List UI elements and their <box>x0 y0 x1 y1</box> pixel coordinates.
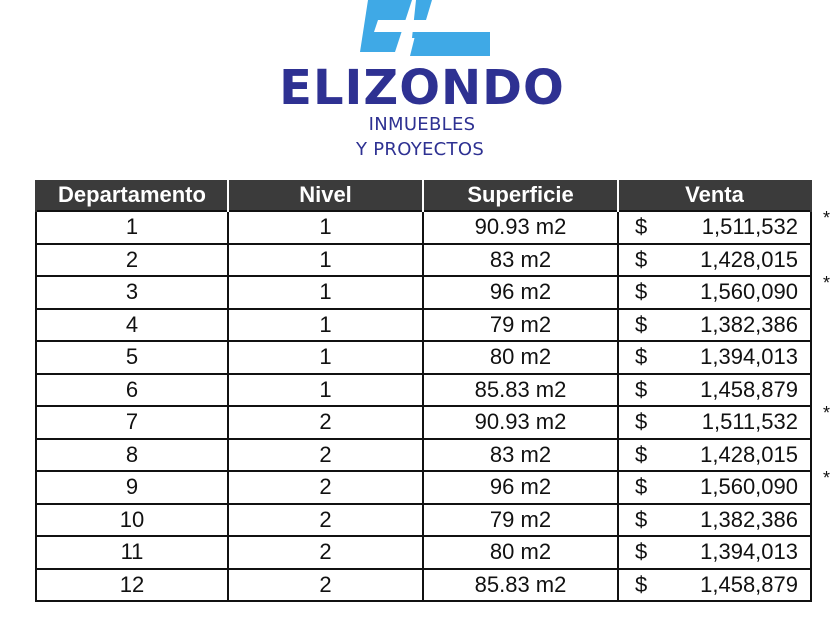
price-amount: 1,428,015 <box>700 246 798 272</box>
table-row <box>36 309 811 342</box>
cell-nivel: 1 <box>228 244 423 277</box>
table-row <box>36 276 811 309</box>
header-departamento: Departamento <box>36 180 228 211</box>
cell-nivel: 1 <box>228 276 423 309</box>
cell-nivel: 2 <box>228 406 423 439</box>
currency-symbol: $ <box>635 311 648 337</box>
price-amount: 1,511,532 <box>701 409 798 434</box>
currency-symbol: $ <box>635 539 648 564</box>
cell-superficie: 79 m2 <box>423 504 618 537</box>
cell-departamento: 10 <box>36 504 228 537</box>
cell-superficie: 96 m2 <box>423 471 618 504</box>
cell-departamento: 4 <box>36 309 228 342</box>
header-superficie: Superficie <box>423 180 618 211</box>
cell-nivel: 2 <box>228 536 423 569</box>
cell-venta <box>618 439 811 472</box>
cell-superficie: 80 m2 <box>423 341 618 374</box>
cell-nivel: 1 <box>228 211 423 244</box>
currency-symbol: $ <box>635 571 648 597</box>
cell-departamento: 1 <box>36 211 228 244</box>
cell-venta <box>618 208 830 244</box>
cell-departamento: 2 <box>36 244 228 277</box>
price-amount: 1,382,386 <box>700 506 798 532</box>
cell-venta <box>618 468 830 504</box>
price-amount: 1,560,090 <box>700 474 798 499</box>
cell-venta <box>618 244 811 277</box>
currency-symbol: $ <box>635 214 648 239</box>
table-row <box>36 341 811 374</box>
table-row <box>36 536 811 569</box>
cell-superficie: 80 m2 <box>423 536 618 569</box>
cell-venta <box>618 273 830 309</box>
cell-nivel: 2 <box>228 471 423 504</box>
table-row <box>36 471 811 504</box>
cell-superficie: 90.93 m2 <box>423 211 618 244</box>
currency-symbol: $ <box>635 474 648 499</box>
table-row <box>36 439 811 472</box>
cell-nivel: 2 <box>228 439 423 472</box>
brand-subtitle-line1: INMUEBLES <box>368 114 476 135</box>
currency-symbol: $ <box>635 506 648 532</box>
currency-symbol: $ <box>635 409 648 434</box>
brand-name: ELIZONDO <box>279 60 565 116</box>
cell-nivel: 2 <box>228 569 423 602</box>
currency-symbol: $ <box>635 246 648 272</box>
cell-superficie: 85.83 m2 <box>423 374 618 407</box>
cell-nivel: 1 <box>228 374 423 407</box>
cell-departamento: 3 <box>36 276 228 309</box>
cell-venta <box>618 374 811 407</box>
cell-departamento: 12 <box>36 569 228 602</box>
brand-subtitle-line2: Y PROYECTOS <box>355 139 485 160</box>
table-row <box>36 211 811 244</box>
cell-departamento: 5 <box>36 341 228 374</box>
currency-symbol: $ <box>635 344 648 369</box>
table-row <box>36 406 811 439</box>
cell-superficie: 90.93 m2 <box>423 406 618 439</box>
header-venta: Venta <box>618 180 811 211</box>
currency-symbol: $ <box>635 279 648 304</box>
cell-venta <box>618 309 811 342</box>
price-amount: 1,511,532 <box>701 214 798 239</box>
table-header-row <box>36 180 811 211</box>
footnote-mark: * <box>822 273 830 293</box>
cell-departamento: 8 <box>36 439 228 472</box>
price-amount: 1,394,013 <box>700 539 798 564</box>
currency-symbol: $ <box>635 441 648 467</box>
price-amount: 1,458,879 <box>700 376 798 402</box>
cell-venta <box>618 536 811 569</box>
price-amount: 1,428,015 <box>700 441 798 467</box>
table-row <box>36 504 811 537</box>
currency-symbol: $ <box>635 376 648 402</box>
cell-superficie: 96 m2 <box>423 276 618 309</box>
price-table <box>35 180 830 602</box>
cell-superficie: 83 m2 <box>423 439 618 472</box>
table-row <box>36 374 811 407</box>
price-amount: 1,560,090 <box>700 279 798 304</box>
cell-superficie: 79 m2 <box>423 309 618 342</box>
cell-nivel: 1 <box>228 309 423 342</box>
cell-nivel: 1 <box>228 341 423 374</box>
cell-departamento: 11 <box>36 536 228 569</box>
price-amount: 1,382,386 <box>700 311 798 337</box>
footnote-mark: * <box>822 208 830 228</box>
footnote-mark: * <box>822 468 830 488</box>
price-amount: 1,458,879 <box>700 571 798 597</box>
header-nivel: Nivel <box>228 180 423 211</box>
cell-venta <box>618 341 811 374</box>
cell-nivel: 2 <box>228 504 423 537</box>
table-row <box>36 244 811 277</box>
cell-departamento: 6 <box>36 374 228 407</box>
table-row <box>36 569 811 602</box>
cell-superficie: 85.83 m2 <box>423 569 618 602</box>
price-table-container <box>35 180 830 602</box>
cell-departamento: 9 <box>36 471 228 504</box>
cell-superficie: 83 m2 <box>423 244 618 277</box>
cell-departamento: 7 <box>36 406 228 439</box>
footnote-mark: * <box>822 403 830 423</box>
brand-logo <box>0 0 840 170</box>
price-amount: 1,394,013 <box>700 344 798 369</box>
flag-logo-icon <box>350 0 500 60</box>
cell-venta <box>618 403 830 439</box>
cell-venta <box>618 504 811 537</box>
cell-venta <box>618 569 811 602</box>
